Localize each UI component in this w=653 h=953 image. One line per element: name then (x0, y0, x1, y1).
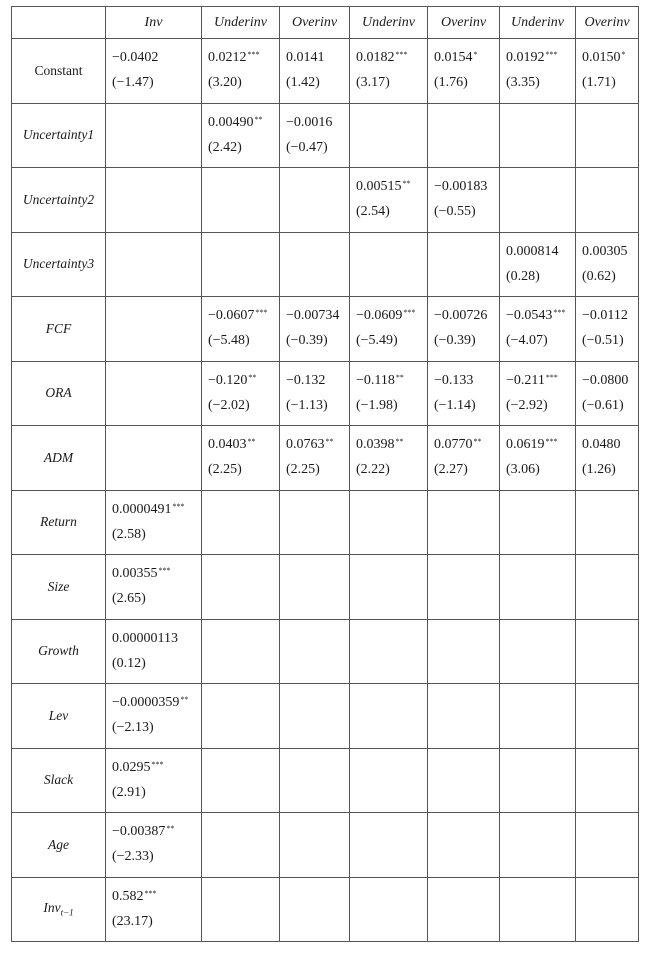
empty-cell (350, 748, 428, 813)
significance-stars: *** (144, 888, 157, 898)
t-statistic: (3.20) (208, 75, 242, 90)
significance-stars: *** (151, 759, 164, 769)
empty-cell (500, 877, 576, 942)
row-label-text: Slack (43, 772, 74, 788)
t-statistic: (2.54) (356, 204, 390, 219)
empty-cell (106, 232, 202, 297)
empty-cell (202, 877, 280, 942)
table-row (12, 684, 639, 749)
coefficient-value: −0.0112 (582, 308, 628, 323)
t-statistic: (2.91) (112, 784, 146, 800)
empty-cell (576, 490, 639, 555)
row-label (12, 361, 106, 426)
coefficient-cell (202, 103, 280, 168)
coefficient-cell (202, 297, 280, 362)
coefficient-value: 0.0182 (356, 50, 395, 65)
t-statistic: (−1.98) (356, 397, 398, 413)
t-statistic: (2.65) (112, 591, 146, 606)
t-statistic: (−1.47) (112, 75, 154, 90)
coefficient-cell (202, 426, 280, 491)
table-row (12, 39, 639, 104)
table-row (12, 619, 639, 684)
coefficient-cell (576, 361, 639, 426)
coefficient-value: −0.118 (356, 372, 395, 388)
empty-cell (280, 490, 350, 555)
empty-cell (576, 168, 639, 233)
row-label (12, 232, 106, 297)
row-label-text: Size (47, 578, 70, 594)
coefficient-value: 0.0000491 (112, 501, 172, 517)
t-statistic: (0.28) (506, 268, 540, 284)
coefficient-value: 0.0403 (208, 437, 247, 452)
column-header: Underinv (350, 7, 428, 39)
t-statistic: (−2.13) (112, 720, 154, 735)
row-label-text: Constant (34, 62, 83, 78)
coefficient-value: 0.0212 (208, 50, 247, 65)
regression-table (11, 6, 639, 942)
empty-cell (576, 748, 639, 813)
coefficient-value: −0.0607 (208, 308, 255, 323)
row-label (12, 748, 106, 813)
empty-cell (350, 232, 428, 297)
row-label-text: Uncertainty3 (22, 256, 95, 272)
coefficient-cell (500, 297, 576, 362)
coefficient-value: −0.0000359 (112, 695, 180, 710)
row-label (12, 297, 106, 362)
coefficient-cell (428, 426, 500, 491)
coefficient-value: 0.00355 (112, 566, 158, 581)
coefficient-value: 0.000814 (506, 243, 559, 259)
column-header: Inv (106, 7, 202, 39)
empty-cell (202, 490, 280, 555)
significance-stars: ** (395, 372, 404, 382)
coefficient-value: 0.0295 (112, 759, 151, 775)
table-row (12, 555, 639, 620)
coefficient-value: 0.00490 (208, 114, 254, 130)
coefficient-cell (350, 361, 428, 426)
significance-stars: *** (545, 372, 558, 382)
coefficient-cell (428, 168, 500, 233)
coefficient-cell (428, 361, 500, 426)
coefficient-value: 0.0150 (582, 50, 621, 65)
t-statistic: (1.76) (434, 75, 468, 90)
t-statistic: (−0.55) (434, 204, 476, 219)
table-row (12, 232, 639, 297)
empty-cell (350, 813, 428, 878)
t-statistic: (0.62) (582, 268, 616, 284)
row-label-text: FCF (45, 320, 72, 336)
t-statistic: (1.26) (582, 462, 616, 477)
empty-cell (202, 813, 280, 878)
row-label-text: Uncertainty1 (22, 127, 95, 143)
empty-cell (428, 490, 500, 555)
coefficient-value: −0.00734 (286, 308, 340, 323)
t-statistic: (2.25) (286, 462, 320, 477)
empty-cell (576, 619, 639, 684)
t-statistic: (1.42) (286, 75, 320, 90)
coefficient-cell (428, 39, 500, 104)
coefficient-cell (428, 297, 500, 362)
coefficient-cell (106, 877, 202, 942)
row-label (12, 426, 106, 491)
table-row (12, 748, 639, 813)
coefficient-value: 0.582 (112, 888, 144, 904)
coefficient-cell (350, 39, 428, 104)
t-statistic: (−2.02) (208, 397, 250, 413)
empty-cell (500, 813, 576, 878)
t-statistic: (−1.14) (434, 397, 476, 413)
t-statistic: (−2.33) (112, 849, 154, 864)
empty-cell (202, 168, 280, 233)
row-label (12, 619, 106, 684)
coefficient-cell (350, 297, 428, 362)
significance-stars: ** (247, 437, 256, 446)
coefficient-value: −0.0800 (582, 372, 629, 388)
row-label (12, 490, 106, 555)
t-statistic: (−5.48) (208, 333, 250, 348)
t-statistic: (−1.13) (286, 397, 328, 413)
empty-cell (106, 297, 202, 362)
empty-cell (280, 619, 350, 684)
coefficient-value: 0.0763 (286, 437, 325, 452)
coefficient-cell (106, 39, 202, 104)
empty-cell (202, 684, 280, 749)
coefficient-cell (106, 490, 202, 555)
significance-stars: *** (172, 501, 185, 511)
row-label (12, 168, 106, 233)
significance-stars: * (473, 50, 478, 59)
t-statistic: (−0.47) (286, 139, 328, 155)
coefficient-value: −0.133 (434, 372, 474, 388)
row-label (12, 877, 106, 942)
empty-cell (576, 103, 639, 168)
significance-stars: ** (325, 437, 334, 446)
empty-cell (428, 684, 500, 749)
coefficient-value: 0.0192 (506, 50, 545, 65)
t-statistic: (−0.39) (286, 333, 328, 348)
coefficient-cell (576, 39, 639, 104)
significance-stars: ** (395, 437, 404, 446)
coefficient-value: −0.0609 (356, 308, 403, 323)
row-label-subscript: t−1 (60, 908, 74, 919)
empty-cell (428, 232, 500, 297)
t-statistic: (2.25) (208, 462, 242, 477)
empty-cell (428, 619, 500, 684)
coefficient-cell (106, 684, 202, 749)
coefficient-cell (202, 361, 280, 426)
empty-cell (500, 555, 576, 620)
coefficient-cell (500, 39, 576, 104)
coefficient-value: −0.0402 (112, 50, 159, 65)
t-statistic: (−4.07) (506, 333, 548, 348)
column-header: Underinv (202, 7, 280, 39)
t-statistic: (−0.61) (582, 397, 624, 413)
coefficient-value: −0.00726 (434, 308, 488, 323)
row-label (12, 39, 106, 104)
t-statistic: (1.71) (582, 75, 616, 90)
significance-stars: ** (180, 695, 189, 704)
row-label-text: ADM (43, 449, 74, 465)
coefficient-cell (350, 426, 428, 491)
empty-cell (500, 168, 576, 233)
significance-stars: ** (248, 372, 257, 382)
row-label (12, 103, 106, 168)
coefficient-cell (280, 426, 350, 491)
coefficient-cell (280, 103, 350, 168)
t-statistic: (3.35) (506, 75, 540, 90)
table-row (12, 877, 639, 942)
table-row (12, 490, 639, 555)
coefficient-value: 0.00305 (582, 243, 628, 259)
row-label-text: Uncertainty2 (22, 191, 95, 207)
coefficient-cell (500, 361, 576, 426)
empty-cell (280, 232, 350, 297)
significance-stars: ** (473, 437, 482, 446)
table-row (12, 813, 639, 878)
t-statistic: (0.12) (112, 655, 146, 671)
empty-cell (576, 877, 639, 942)
empty-cell (428, 813, 500, 878)
table-row (12, 103, 639, 168)
coefficient-value: 0.00515 (356, 179, 402, 194)
header-row (12, 7, 639, 39)
empty-cell (280, 684, 350, 749)
coefficient-cell (106, 619, 202, 684)
empty-cell (280, 813, 350, 878)
coefficient-cell (500, 426, 576, 491)
empty-cell (106, 103, 202, 168)
empty-cell (500, 684, 576, 749)
empty-cell (350, 619, 428, 684)
empty-cell (500, 748, 576, 813)
column-header: Underinv (500, 7, 576, 39)
row-label (12, 684, 106, 749)
empty-cell (500, 490, 576, 555)
row-label-text: Age (48, 836, 69, 852)
coefficient-value: 0.0154 (434, 50, 473, 65)
empty-cell (576, 555, 639, 620)
row-label-text: Inv (43, 900, 61, 916)
coefficient-cell (576, 297, 639, 362)
row-label (12, 555, 106, 620)
empty-cell (350, 103, 428, 168)
empty-cell (428, 555, 500, 620)
coefficient-value: −0.00183 (434, 179, 488, 194)
significance-stars: *** (255, 308, 268, 317)
header-corner (12, 7, 106, 39)
significance-stars: * (621, 50, 626, 59)
empty-cell (500, 103, 576, 168)
coefficient-value: 0.00000113 (112, 630, 178, 646)
empty-cell (350, 490, 428, 555)
coefficient-value: −0.0543 (506, 308, 553, 323)
t-statistic: (−0.39) (434, 333, 476, 348)
significance-stars: ** (166, 824, 175, 833)
t-statistic: (3.17) (356, 75, 390, 90)
table-row (12, 361, 639, 426)
table-row (12, 426, 639, 491)
coefficient-value: −0.00387 (112, 824, 166, 839)
t-statistic: (2.42) (208, 139, 242, 155)
t-statistic: (23.17) (112, 913, 153, 929)
table-row (12, 168, 639, 233)
coefficient-value: 0.0141 (286, 50, 325, 65)
t-statistic: (3.06) (506, 462, 540, 477)
column-header: Overinv (576, 7, 639, 39)
empty-cell (350, 555, 428, 620)
coefficient-value: 0.0398 (356, 437, 395, 452)
significance-stars: *** (553, 308, 566, 317)
row-label-text: Return (40, 514, 77, 530)
coefficient-cell (106, 748, 202, 813)
column-header: Overinv (428, 7, 500, 39)
significance-stars: *** (545, 437, 558, 446)
t-statistic: (2.58) (112, 526, 146, 542)
row-label-text: ORA (45, 385, 72, 401)
coefficient-value: −0.132 (286, 372, 326, 388)
empty-cell (428, 103, 500, 168)
empty-cell (350, 684, 428, 749)
significance-stars: *** (545, 50, 558, 59)
significance-stars: *** (403, 308, 416, 317)
significance-stars: ** (402, 179, 411, 188)
row-label-text: Lev (48, 707, 69, 723)
empty-cell (280, 555, 350, 620)
coefficient-value: −0.211 (506, 372, 545, 388)
coefficient-cell (350, 168, 428, 233)
coefficient-cell (500, 232, 576, 297)
empty-cell (106, 361, 202, 426)
coefficient-cell (576, 232, 639, 297)
empty-cell (280, 877, 350, 942)
coefficient-cell (280, 297, 350, 362)
coefficient-cell (280, 361, 350, 426)
column-header: Overinv (280, 7, 350, 39)
empty-cell (202, 619, 280, 684)
empty-cell (106, 168, 202, 233)
significance-stars: *** (158, 566, 171, 575)
coefficient-cell (106, 813, 202, 878)
empty-cell (576, 813, 639, 878)
coefficient-value: 0.0619 (506, 437, 545, 452)
empty-cell (350, 877, 428, 942)
significance-stars: *** (247, 50, 260, 59)
row-label (12, 813, 106, 878)
table-row (12, 297, 639, 362)
t-statistic: (2.22) (356, 462, 390, 477)
empty-cell (500, 619, 576, 684)
significance-stars: *** (395, 50, 408, 59)
coefficient-cell (106, 555, 202, 620)
empty-cell (106, 426, 202, 491)
coefficient-cell (280, 39, 350, 104)
empty-cell (576, 684, 639, 749)
coefficient-cell (576, 426, 639, 491)
t-statistic: (2.27) (434, 462, 468, 477)
significance-stars: ** (254, 114, 263, 124)
empty-cell (202, 232, 280, 297)
coefficient-cell (202, 39, 280, 104)
empty-cell (202, 748, 280, 813)
empty-cell (280, 748, 350, 813)
empty-cell (428, 877, 500, 942)
t-statistic: (−5.49) (356, 333, 398, 348)
coefficient-value: 0.0480 (582, 437, 621, 452)
coefficient-value: −0.0016 (286, 114, 333, 130)
empty-cell (202, 555, 280, 620)
empty-cell (428, 748, 500, 813)
row-label-text: Growth (38, 643, 79, 659)
coefficient-value: −0.120 (208, 372, 248, 388)
empty-cell (280, 168, 350, 233)
coefficient-value: 0.0770 (434, 437, 473, 452)
t-statistic: (−0.51) (582, 333, 624, 348)
t-statistic: (−2.92) (506, 397, 548, 413)
